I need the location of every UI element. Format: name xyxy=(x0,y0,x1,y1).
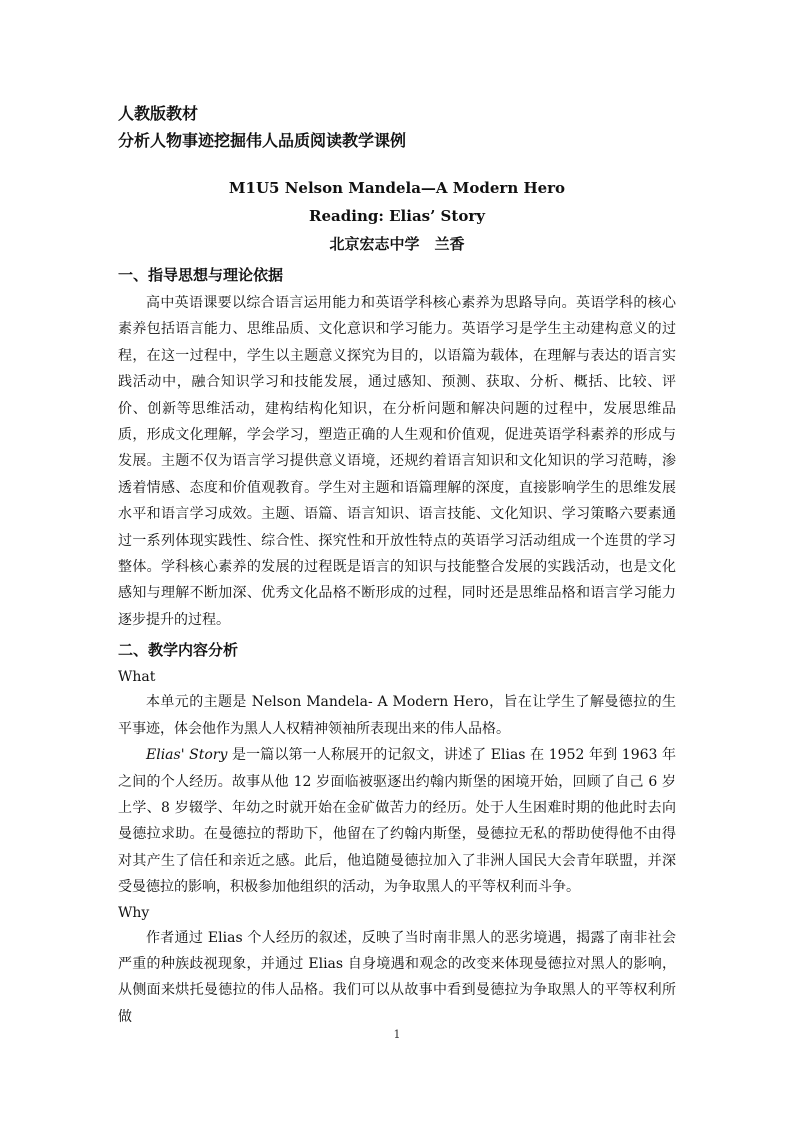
story-paragraph: 是一篇以第一人称展开的记叙文，讲述了 Elias 在 1952 年到 1963 年之间的个人经历。故事从他 12 岁面临被驱逐出约翰内斯堡的困境开始，回顾了自己 6 岁上学、8 岁辍学、年幼之时就开始在金矿做苦力的经历。处于人生困难时期的他此时去向曼德拉求助。在曼德拉的帮助下，他留在了约翰内斯堡，曼德拉无私的帮助使得他不由得对其产生了信任和亲近之感。此后，他追随曼德拉加入了非洲人国民大会青年联盟，并深受曼德拉的影响，积极参加他组织的活动，为争取黑人的平等权利而斗争。 xyxy=(118,747,676,896)
author-line: 北京宏志中学 兰香 xyxy=(329,235,465,253)
what-label: What xyxy=(118,669,156,686)
page-number: 1 xyxy=(393,1028,401,1041)
what-paragraph: 本单元的主题是 Nelson Mandela- A Modern Hero，旨在让学生了解曼德拉的生平事迹，体会他作为黑人人权精神领袖所表现出来的伟人品格。 xyxy=(118,694,676,737)
course-title: 分析人物事迹挖掘伟人品质阅读教学课例 xyxy=(118,131,407,150)
section-1-heading: 一、指导思想与理论依据 xyxy=(118,266,284,284)
publisher-line: 人教版教材 xyxy=(118,104,199,123)
story-paragraph-wrapper xyxy=(118,742,676,900)
module-title: M1U5 Nelson Mandela—A Modern Hero xyxy=(228,179,566,197)
section-2-heading: 二、教学内容分析 xyxy=(118,641,239,660)
reading-title: Reading: Elias’ Story xyxy=(309,207,485,225)
section-1-paragraph: 高中英语课要以综合语言运用能力和英语学科核心素养为思路导向。英语学科的核心素养包括语言能力、思维品质、文化意识和学习能力。英语学习是学生主动建构意义的过程，在这一过程中，学生以主题意义探究为目的，以语篇为载体，在理解与表达的语言实践活动中，融合知识学习和技能发展，通过感知、预测、获取、分析、概括、比较、评价、创新等思维活动，建构结构化知识，在分析问题和解决问题的过程中，发展思维品质，形成文化理解，学会学习，塑造正确的人生观和价值观，促进英语学科素养的形成与发展。主题不仅为语言学习提供意义语境，还规约着语言知识和文化知识的学习范畴，渗透着情感、态度和价值观教育。学生对主题和语篇理解的深度，直接影响学生的思维发展水平和语言学习成效。主题、语篇、语言知识、语言技能、文化知识、学习策略六要素通过一系列体现实践性、综合性、探究性和开放性特点的英语学习活动组成一个连贯的学习整体。学科核心素养的发展的过程既是语言的知识与技能整合发展的实践活动，也是文化感知与理解不断加深、优秀文化品格不断形成的过程，同时还是思维品格和语言学习能力逐步提升的过程。 xyxy=(118,295,676,628)
why-paragraph: 作者通过 Elias 个人经历的叙述，反映了当时南非黑人的恶劣境遇，揭露了南非社会严重的种族歧视现象，并通过 Elias 自身境遇和观念的改变来体现曼德拉对黑人的影响，从侧面来烘托曼德拉的伟人品格。我们可以从故事中看到曼德拉为争取黑人的平等权利所做 xyxy=(118,929,676,1025)
document-header xyxy=(118,100,676,154)
lesson-title-block xyxy=(118,174,676,258)
story-title: Elias' Story xyxy=(146,747,228,764)
why-label: Why xyxy=(118,904,150,921)
